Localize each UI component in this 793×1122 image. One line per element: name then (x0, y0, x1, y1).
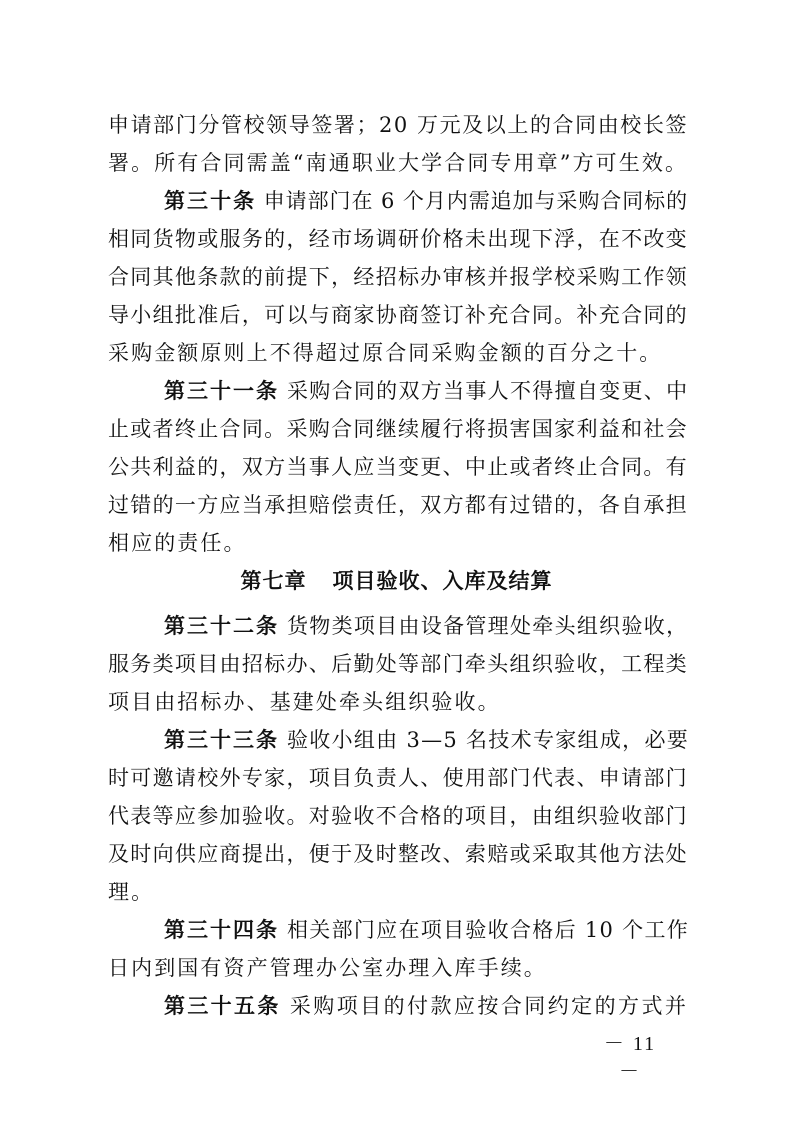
body-line: 导小组批准后，可以与商家协商签订补充合同。补充合同的 (108, 303, 688, 327)
article-32-first-line (164, 611, 688, 641)
article-text: 申请部门在 6 个月内需追加与采购合同标的 (263, 189, 688, 213)
article-text: 相关部门应在项目验收合格后 10 个工作 (286, 918, 690, 942)
body-line: 服务类项目由招标办、后勤处等部门牵头组织验收，工程类 (108, 652, 688, 676)
article-text: 采购合同的双方当事人不得擅自变更、中 (286, 379, 689, 403)
chapter-number: 第七章 (240, 569, 307, 593)
article-30-first-line (164, 186, 688, 216)
article-text: 货物类项目由设备管理处牵头组织验收， (286, 614, 689, 638)
body-line: 相同货物或服务的，经市场调研价格未出现下浮，在不改变 (108, 227, 688, 251)
article-number: 第三十五条 (164, 994, 281, 1018)
article-number: 第三十三条 (164, 728, 279, 752)
body-line: 署。所有合同需盖“南通职业大学合同专用章”方可生效。 (108, 151, 689, 175)
body-line: 申请部门分管校领导签署；20 万元及以上的合同由校长签 (108, 113, 688, 137)
article-number: 第三十一条 (164, 379, 279, 403)
article-number: 第三十条 (164, 189, 257, 213)
body-line: 过错的一方应当承担赔偿责任，双方都有过错的，各自承担 (108, 493, 688, 517)
article-35-first-line (164, 991, 688, 1021)
body-line: 公共利益的，双方当事人应当变更、中止或者终止合同。有 (108, 455, 688, 479)
body-line: 采购金额原则上不得超过原合同采购金额的百分之十。 (108, 341, 663, 365)
body-line: 理。 (108, 880, 155, 904)
body-line: 项目由招标办、基建处牵头组织验收。 (108, 690, 501, 714)
page-number: － 11 － (603, 1033, 657, 1083)
article-33-first-line (164, 725, 688, 755)
body-line: 止或者终止合同。采购合同继续履行将损害国家利益和社会 (108, 417, 688, 441)
body-line: 相应的责任。 (108, 531, 247, 555)
article-number: 第三十四条 (164, 918, 279, 942)
article-number: 第三十二条 (164, 614, 279, 638)
body-line: 时可邀请校外专家，项目负责人、使用部门代表、申请部门 (108, 766, 688, 790)
article-text: 验收小组由 3—5 名技术专家组成，必要 (286, 728, 690, 752)
article-text: 采购项目的付款应按合同约定的方式并 (289, 994, 689, 1018)
article-31-first-line (164, 376, 688, 406)
body-line: 合同其他条款的前提下，经招标办审核并报学校采购工作领 (108, 265, 688, 289)
article-34-first-line (164, 915, 688, 945)
body-line: 日内到国有资产管理办公室办理入库手续。 (108, 956, 547, 980)
body-line: 代表等应参加验收。对验收不合格的项目，由组织验收部门 (108, 804, 688, 828)
body-line: 及时向供应商提出，便于及时整改、索赔或采取其他方法处 (108, 842, 688, 866)
chapter-heading (0, 566, 793, 596)
chapter-title: 项目验收、入库及结算 (332, 569, 553, 593)
